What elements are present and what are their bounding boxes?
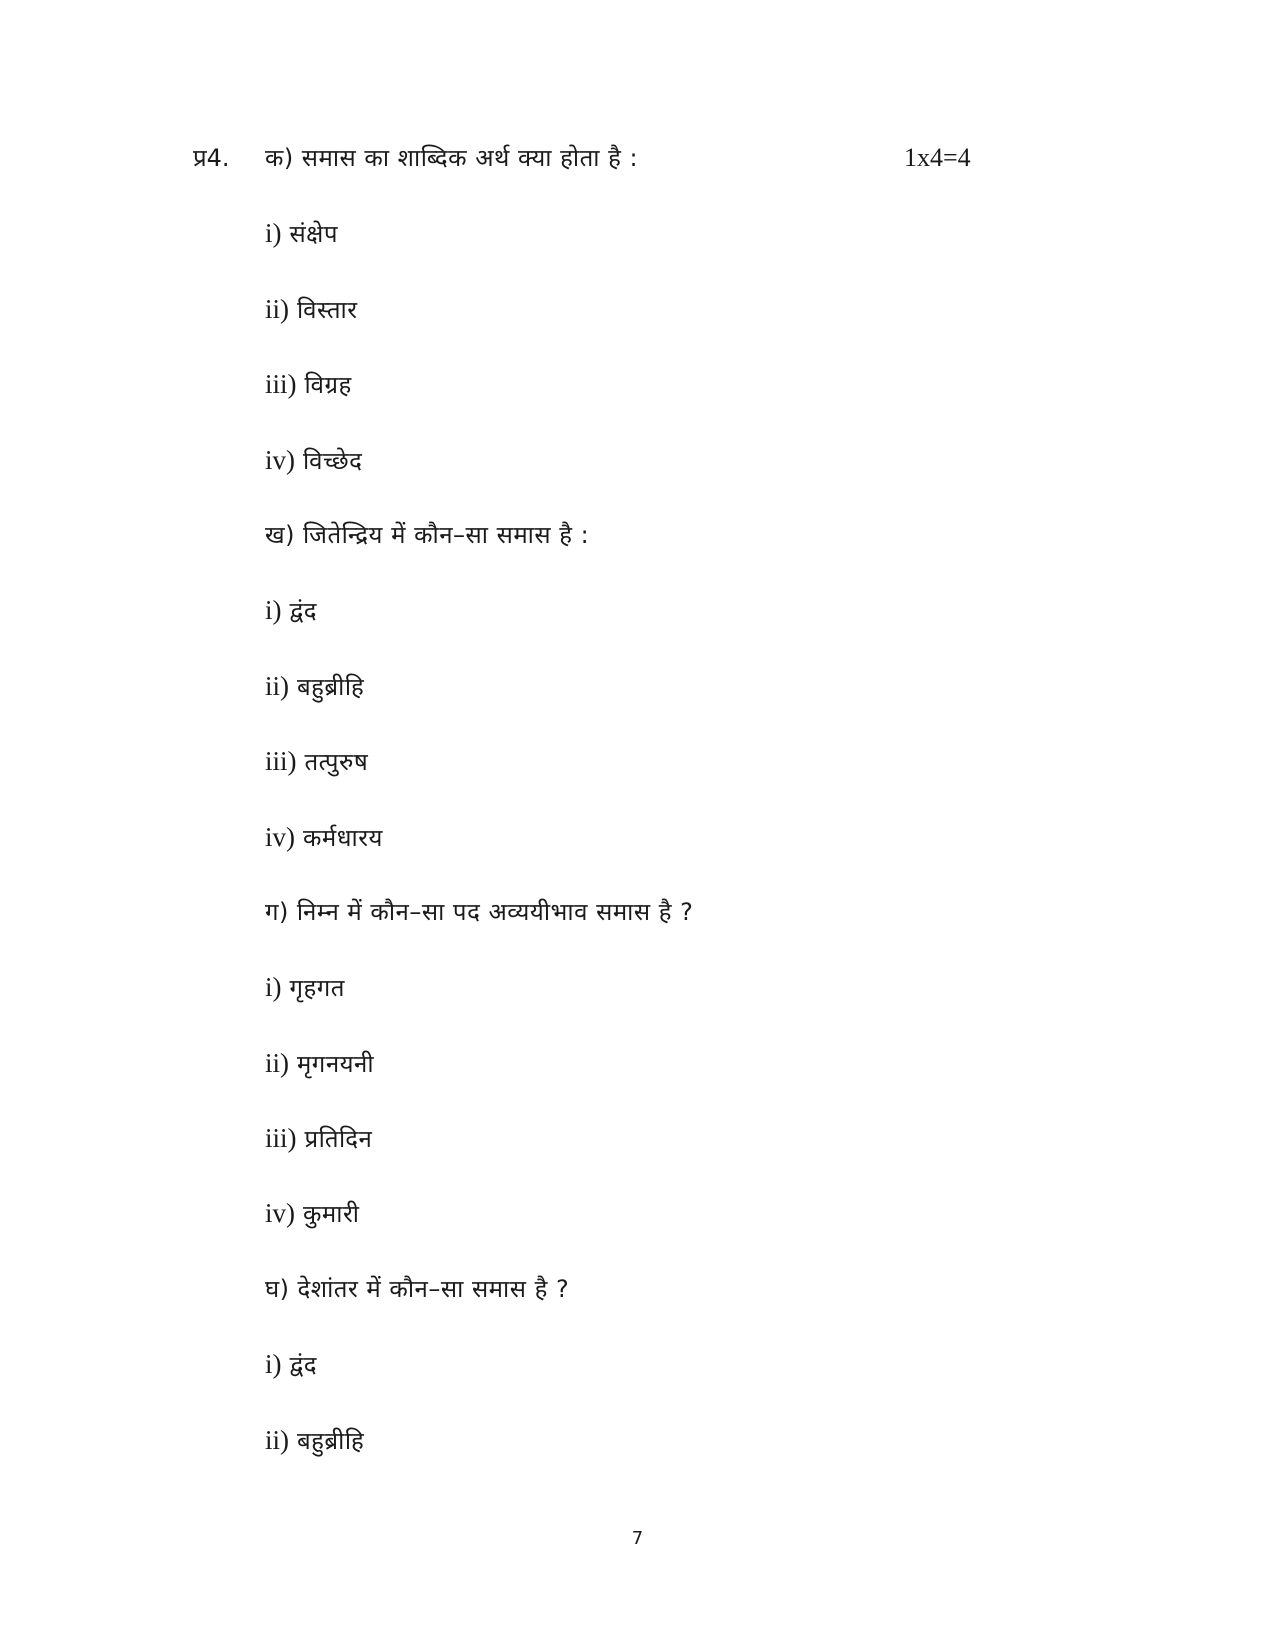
option-item: [265, 741, 1065, 816]
question-body: [265, 138, 1065, 1495]
option-label: i): [265, 218, 282, 249]
option-text: विग्रह: [304, 371, 352, 400]
option-label: iii): [265, 369, 297, 400]
option-text: द्वंद: [289, 597, 317, 626]
option-text: बहुब्रीहि: [296, 1426, 365, 1455]
option-label: ii): [265, 293, 289, 324]
option-item: [265, 440, 1065, 515]
option-text: कर्मधारय: [302, 823, 383, 852]
option-item: [265, 666, 1065, 741]
option-text: कुमारी: [302, 1200, 360, 1229]
option-item: [265, 364, 1065, 439]
line-label: घ): [265, 1274, 290, 1303]
option-label: iii): [265, 746, 297, 777]
option-text: बहुब्रीहि: [296, 672, 365, 701]
option-label: i): [265, 595, 282, 626]
line-label: ग): [265, 897, 289, 926]
option-text: तत्पुरुष: [304, 748, 369, 777]
subquestion-gha: [265, 1269, 1065, 1344]
line-label: क): [265, 144, 294, 172]
option-item: [265, 817, 1065, 892]
line-text: निम्न में कौन–सा पद अव्ययीभाव समास है ?: [296, 897, 694, 926]
option-label: iii): [265, 1123, 297, 1154]
line-label: ख): [265, 520, 295, 549]
subquestion-kha: [265, 515, 1065, 590]
option-label: ii): [265, 1424, 289, 1455]
option-label: iv): [265, 444, 295, 475]
option-text: संक्षेप: [289, 220, 339, 249]
option-item: [265, 967, 1065, 1042]
option-item: [265, 1118, 1065, 1193]
option-label: ii): [265, 1047, 289, 1078]
option-text: विच्छेद: [302, 446, 363, 475]
option-item: [265, 213, 1065, 288]
option-text: द्वंद: [289, 1351, 317, 1380]
subquestion-ka: [265, 138, 1065, 213]
option-label: i): [265, 972, 282, 1003]
option-text: मृगनयनी: [296, 1049, 375, 1078]
option-item: [265, 1344, 1065, 1419]
subquestion-ga: [265, 892, 1065, 967]
option-item: [265, 1420, 1065, 1495]
line-text: समास का शाब्दिक अर्थ क्या होता है :: [301, 144, 639, 172]
page-number: 7: [631, 1528, 644, 1549]
option-item: [265, 289, 1065, 364]
line-text: जितेन्द्रिय में कौन–सा समास है :: [302, 520, 590, 549]
option-text: गृहगत: [289, 974, 345, 1003]
option-text: विस्तार: [296, 295, 358, 324]
line-text: देशांतर में कौन–सा समास है ?: [297, 1274, 570, 1303]
option-label: iv): [265, 1198, 295, 1229]
option-item: [265, 1043, 1065, 1118]
option-label: iv): [265, 821, 295, 852]
option-text: प्रतिदिन: [304, 1125, 373, 1154]
option-item: [265, 1193, 1065, 1268]
question-marks: 1x4=4: [904, 143, 971, 172]
question-number: प्र4.: [193, 144, 230, 172]
option-label: ii): [265, 670, 289, 701]
option-item: [265, 590, 1065, 665]
option-label: i): [265, 1349, 282, 1380]
